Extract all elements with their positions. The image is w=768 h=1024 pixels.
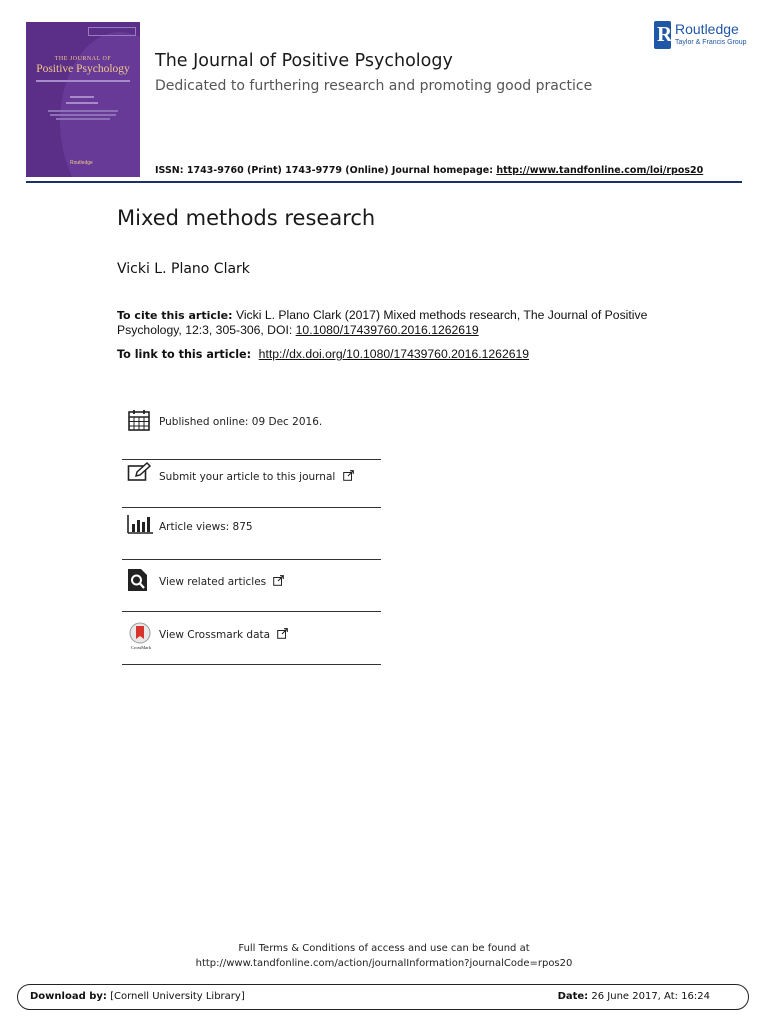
bar-chart-icon — [127, 514, 153, 540]
cite-label: To cite this article: — [117, 309, 233, 322]
cite-text: Vicki L. Plano Clark (2017) Mixed methods research, The Journal of Positive Psychology, 12:3, 305-306, DOI: — [117, 308, 648, 337]
external-link-icon — [343, 470, 354, 481]
header-divider — [26, 181, 742, 183]
published-date: Published online: 09 Dec 2016. — [159, 416, 323, 428]
external-link-icon — [273, 575, 284, 586]
download-date: Date: 26 June 2017, At: 16:24 — [557, 991, 710, 1002]
journal-title: The Journal of Positive Psychology — [155, 51, 453, 71]
issn-text: ISSN: 1743-9760 (Print) 1743-9779 (Online) Journal homepage: — [155, 165, 493, 176]
publisher-name: Routledge — [675, 21, 739, 37]
cover-publisher: Routledge — [70, 160, 93, 166]
routledge-logo — [654, 21, 750, 51]
citation-block — [117, 308, 677, 337]
article-author: Vicki L. Plano Clark — [117, 261, 250, 277]
crossmark-icon — [127, 622, 155, 648]
link-label: To link to this article: — [117, 348, 252, 361]
routledge-r-icon: R — [654, 21, 671, 49]
external-link-icon — [277, 628, 288, 639]
article-views-count: Article views: 875 — [159, 521, 253, 533]
issn-line — [155, 165, 703, 176]
download-info-bar — [17, 984, 749, 1010]
crossmark-row[interactable] — [122, 613, 381, 665]
edit-icon — [127, 462, 153, 488]
calendar-icon — [127, 408, 153, 434]
cover-title-small: THE JOURNAL OF — [54, 56, 112, 62]
submit-article-link[interactable]: Submit your article to this journal — [159, 470, 354, 483]
publisher-group: Taylor & Francis Group — [675, 39, 747, 46]
download-by: Download by: [Cornell University Library] — [30, 991, 245, 1002]
submit-article-row[interactable] — [122, 456, 381, 508]
related-articles-row[interactable] — [122, 560, 381, 612]
terms-line-1: Full Terms & Conditions of access and use can be found at — [238, 943, 530, 954]
svg-text:CrossMark: CrossMark — [131, 645, 151, 650]
published-row — [122, 408, 381, 460]
journal-subtitle: Dedicated to furthering research and promoting good practice — [155, 78, 593, 94]
journal-homepage-link[interactable]: http://www.tandfonline.com/loi/rpos20 — [496, 165, 704, 176]
journal-cover-image — [26, 22, 140, 177]
article-title: Mixed methods research — [117, 206, 376, 230]
related-search-icon — [127, 568, 153, 594]
cover-title-large: Positive Psychology — [36, 63, 130, 75]
article-link-line — [117, 347, 529, 361]
terms-url[interactable]: http://www.tandfonline.com/action/journalInformation?journalCode=rpos20 — [195, 958, 573, 969]
article-doi-link[interactable]: http://dx.doi.org/10.1080/17439760.2016.1262619 — [258, 347, 530, 361]
article-views-row — [122, 508, 381, 560]
related-articles-link[interactable]: View related articles — [159, 575, 284, 588]
crossmark-link[interactable]: View Crossmark data — [159, 628, 288, 641]
cite-doi-link[interactable]: 10.1080/17439760.2016.1262619 — [295, 323, 479, 337]
